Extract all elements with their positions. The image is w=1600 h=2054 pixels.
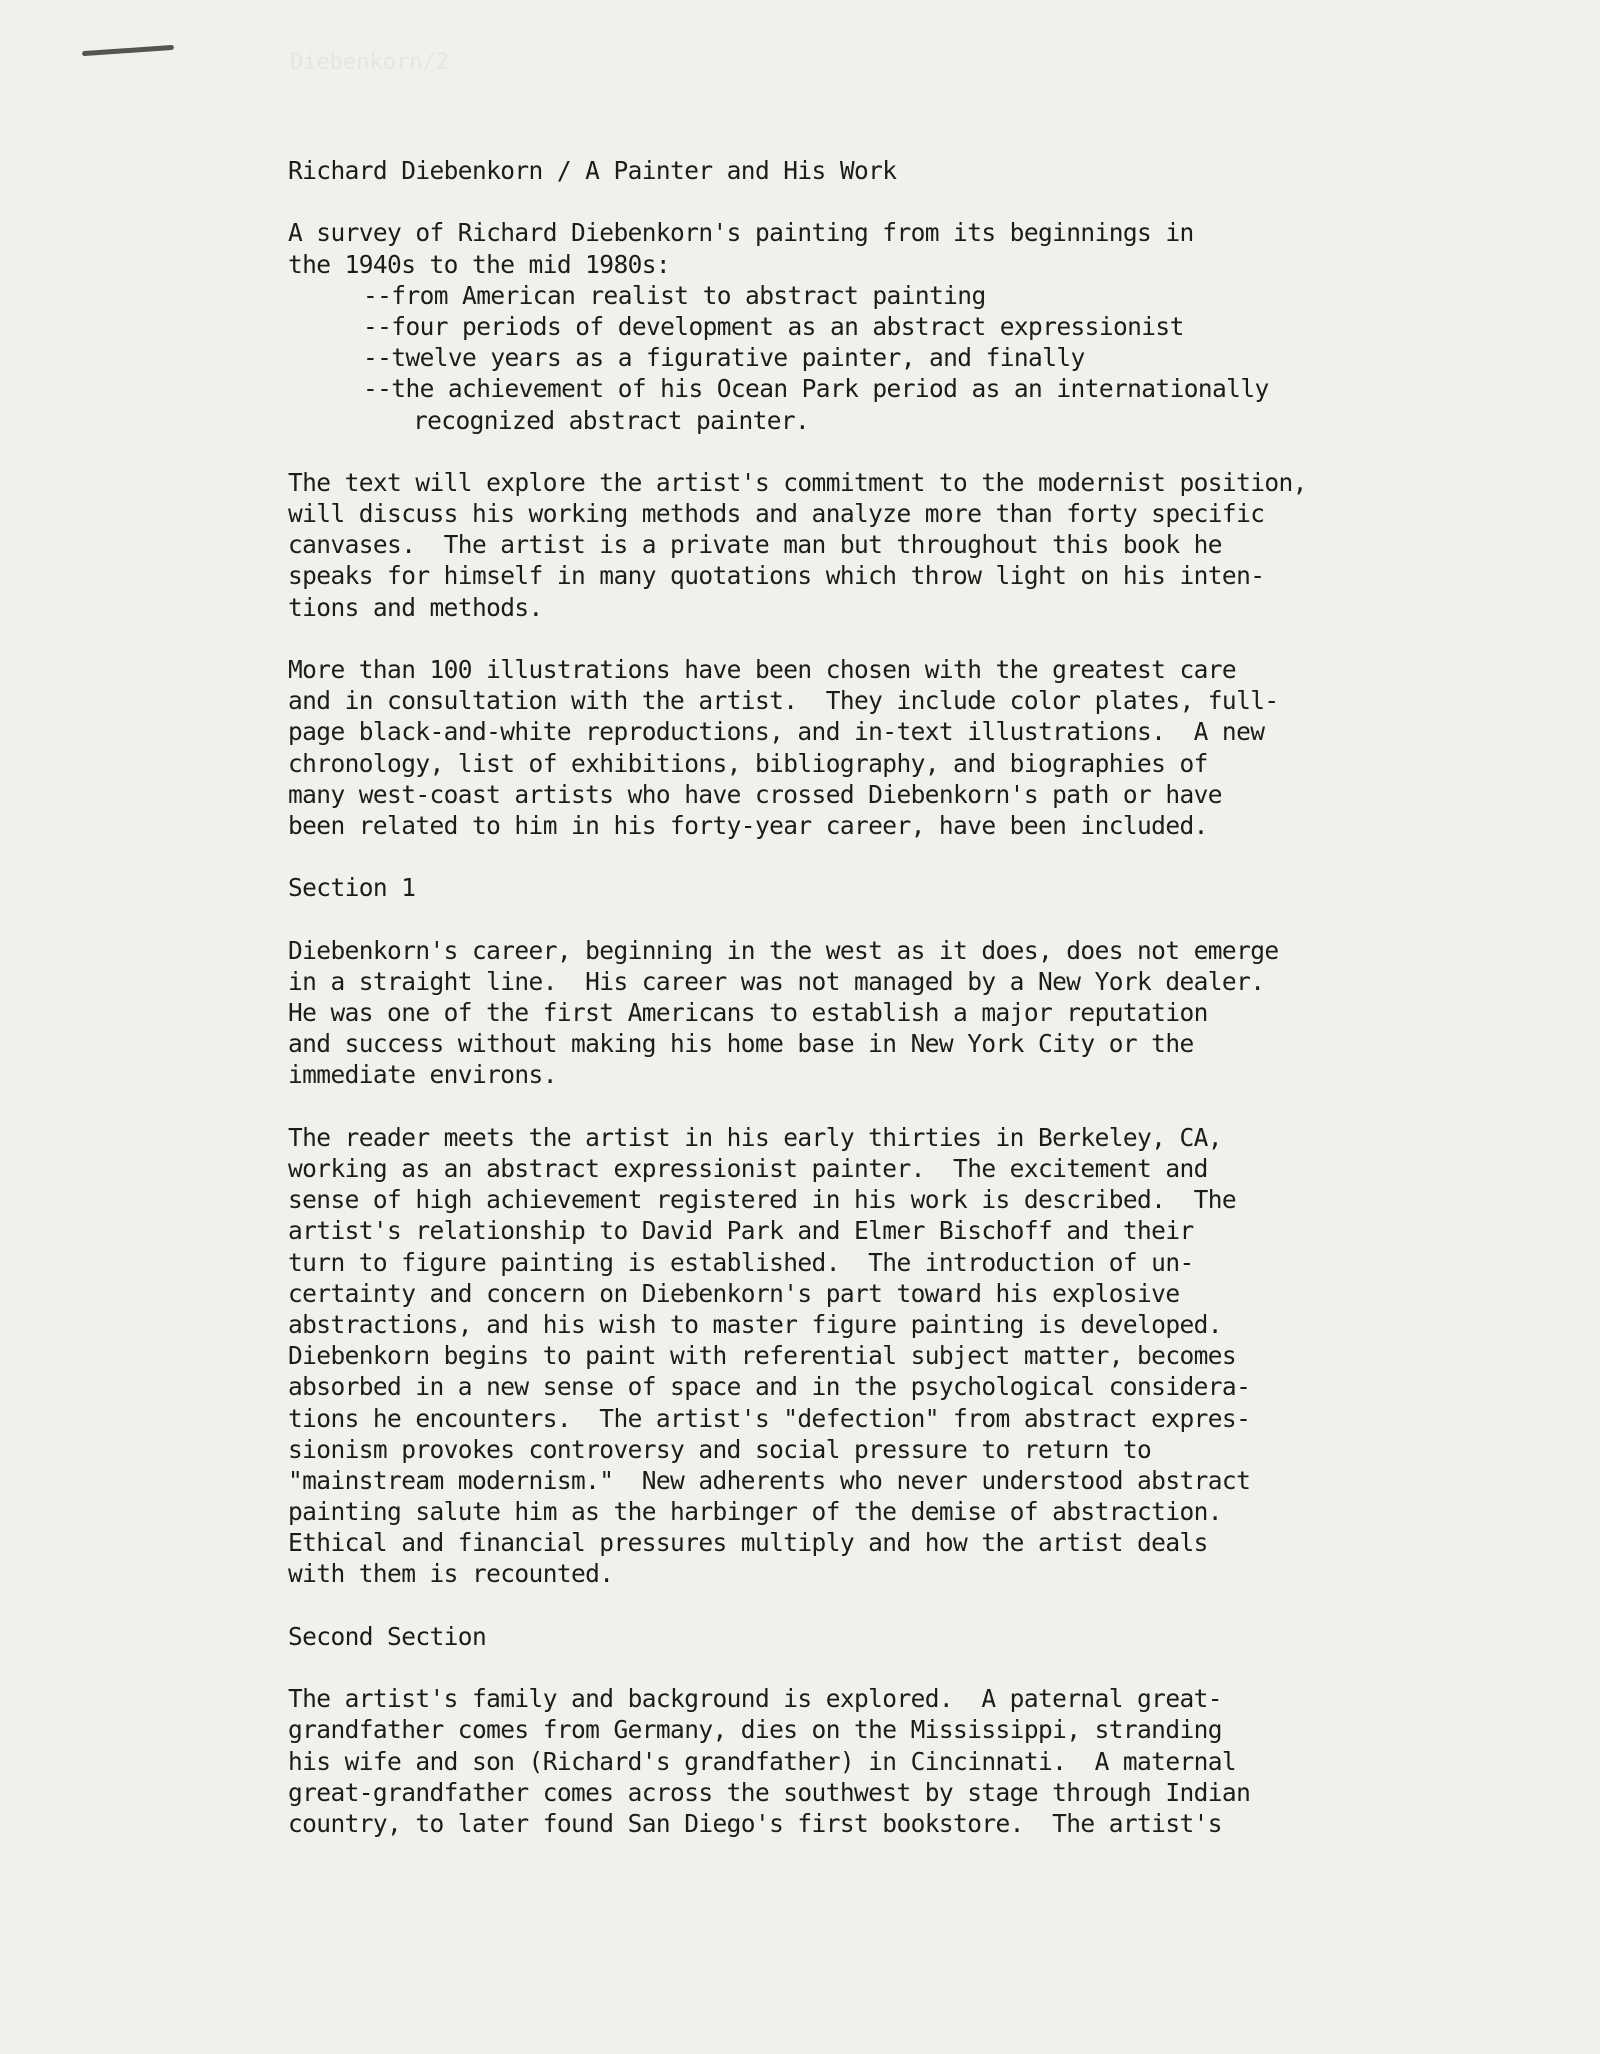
staple-mark	[82, 45, 174, 56]
paragraph-line: Ethical and financial pressures multiply and how the artist deals	[288, 1528, 1208, 1558]
intro-paragraph	[288, 217, 1428, 435]
ghost-header: Diebenkorn/2	[290, 50, 449, 75]
paragraph-line: Diebenkorn begins to paint with referential subject matter, becomes	[288, 1341, 1237, 1371]
paragraph-line: He was one of the first Americans to establish a major reputation	[288, 998, 1208, 1028]
section-heading: Section 1	[288, 873, 416, 903]
paragraph-line: canvases. The artist is a private man but throughout this book he	[288, 530, 1222, 560]
list-item: --from American realist to abstract painting	[363, 280, 986, 310]
section2-paragraph1	[288, 1683, 1428, 1839]
paragraph-line: Diebenkorn's career, beginning in the west as it does, does not emerge	[288, 935, 1279, 965]
list-item: --four periods of development as an abstract expressionist	[363, 311, 1184, 341]
section1-paragraph1	[288, 935, 1428, 1091]
paragraph-line: abstractions, and his wish to master figure painting is developed.	[288, 1309, 1222, 1339]
intro-line: the 1940s to the mid 1980s:	[288, 249, 671, 279]
paragraph-line: The artist's family and background is explored. A paternal great-	[288, 1684, 1222, 1714]
document-title: Richard Diebenkorn / A Painter and His Work	[288, 156, 897, 185]
document-body	[288, 155, 1428, 1839]
paragraph-line: tions he encounters. The artist's "defection" from abstract expres-	[288, 1403, 1251, 1433]
paragraph-line: been related to him in his forty-year career, have been included.	[288, 810, 1208, 840]
paragraph-line: many west-coast artists who have crossed Diebenkorn's path or have	[288, 779, 1222, 809]
paragraph-line: in a straight line. His career was not managed by a New York dealer.	[288, 966, 1265, 996]
paragraph-line: sionism provokes controversy and social pressure to return to	[288, 1434, 1152, 1464]
paragraph-line: working as an abstract expressionist painter. The excitement and	[288, 1154, 1208, 1183]
illustrations-paragraph	[288, 654, 1428, 841]
paragraph-line: painting salute him as the harbinger of the demise of abstraction.	[288, 1497, 1222, 1527]
paragraph-line: artist's relationship to David Park and Elmer Bischoff and their	[288, 1216, 1194, 1246]
paragraph-line: page black-and-white reproductions, and in-text illustrations. A new	[288, 717, 1265, 747]
paragraph-line: speaks for himself in many quotations which throw light on his inten-	[288, 561, 1265, 591]
text-paragraph	[288, 467, 1428, 623]
list-item: --the achievement of his Ocean Park period as an internationally	[363, 374, 1269, 404]
paragraph-line: absorbed in a new sense of space and in the psychological considera-	[288, 1372, 1251, 1402]
intro-line: A survey of Richard Diebenkorn's painting from its beginnings in	[288, 218, 1194, 248]
paragraph-line: with them is recounted.	[288, 1559, 614, 1589]
paragraph-line: his wife and son (Richard's grandfather) in Cincinnati. A maternal	[288, 1746, 1237, 1776]
paragraph-line: The reader meets the artist in his early thirties in Berkeley, CA,	[288, 1122, 1222, 1152]
paragraph-line: turn to figure painting is established. The introduction of un-	[288, 1247, 1194, 1277]
section-heading: Second Section	[288, 1621, 487, 1651]
paragraph-line: tions and methods.	[288, 592, 543, 622]
paragraph-line: grandfather comes from Germany, dies on the Mississippi, stranding	[288, 1715, 1222, 1745]
paragraph-line: certainty and concern on Diebenkorn's part toward his explosive	[288, 1278, 1180, 1308]
paragraph-line: country, to later found San Diego's first bookstore. The artist's	[288, 1808, 1222, 1838]
paragraph-line: More than 100 illustrations have been chosen with the greatest care	[288, 655, 1237, 684]
paragraph-line: and in consultation with the artist. They include color plates, full-	[288, 686, 1279, 716]
paragraph-line: great-grandfather comes across the southwest by stage through Indian	[288, 1777, 1251, 1807]
paragraph-line: will discuss his working methods and analyze more than forty specific	[288, 499, 1265, 529]
paragraph-line: sense of high achievement registered in his work is described. The	[288, 1185, 1237, 1215]
paragraph-line: The text will explore the artist's commitment to the modernist position,	[288, 467, 1307, 497]
paragraph-line: immediate environs.	[288, 1060, 557, 1090]
paragraph-line: and success without making his home base in New York City or the	[288, 1029, 1194, 1059]
list-item-continuation: recognized abstract painter.	[413, 405, 810, 435]
paragraph-line: chronology, list of exhibitions, bibliography, and biographies of	[288, 748, 1208, 778]
section1-paragraph2	[288, 1122, 1428, 1590]
paragraph-line: "mainstream modernism." New adherents who never understood abstract	[288, 1465, 1251, 1495]
list-item: --twelve years as a figurative painter, and finally	[363, 343, 1085, 373]
